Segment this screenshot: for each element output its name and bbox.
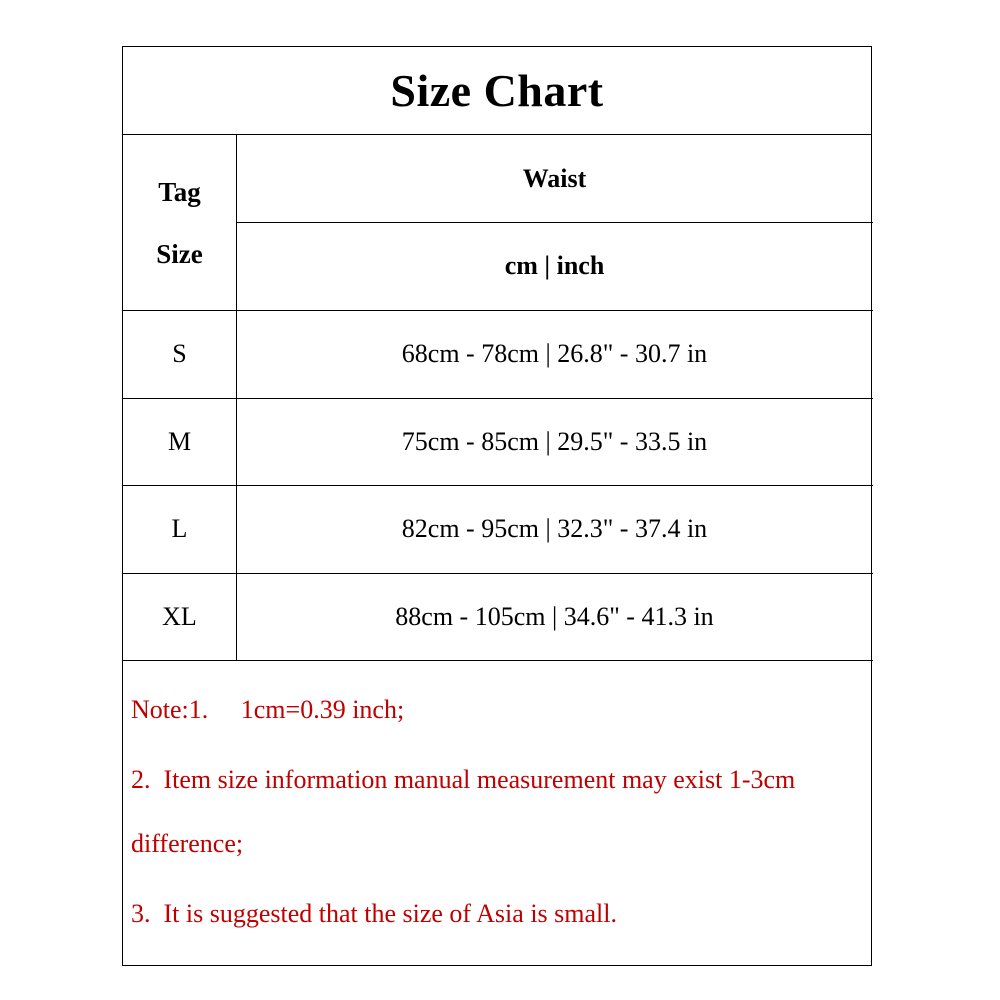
size-cell-xl: XL: [162, 601, 197, 631]
size-cell-l: L: [171, 514, 188, 543]
waist-cell-m: 75cm - 85cm | 29.5" - 33.5 in: [401, 426, 708, 456]
size-cell-s: S: [172, 339, 187, 368]
tag-size-header-line2: Size: [156, 239, 203, 269]
waist-cell-xl: 88cm - 105cm | 34.6" - 41.3 in: [395, 601, 714, 631]
waist-cell-l: 82cm - 95cm | 32.3" - 37.4 in: [401, 514, 708, 543]
note-line-1: Note:1. 1cm=0.39 inch;: [131, 695, 405, 724]
size-cell-m: M: [167, 426, 192, 456]
size-chart-title: Size Chart: [123, 47, 871, 135]
row-divider: [123, 660, 873, 661]
waist-cell-s: 68cm - 78cm | 26.8" - 30.7 in: [401, 339, 708, 368]
units-header: cm | inch: [504, 251, 605, 280]
tag-size-header-line1: Tag: [158, 177, 201, 207]
tag-size-header: [123, 135, 236, 311]
note-line-4: 3. It is suggested that the size of Asia is small.: [131, 899, 617, 928]
note-line-3: difference;: [131, 829, 244, 858]
waist-header: Waist: [522, 163, 587, 193]
size-chart-table: [122, 46, 872, 966]
note-line-2: 2. Item size information manual measurement may exist 1-3cm: [131, 765, 796, 794]
